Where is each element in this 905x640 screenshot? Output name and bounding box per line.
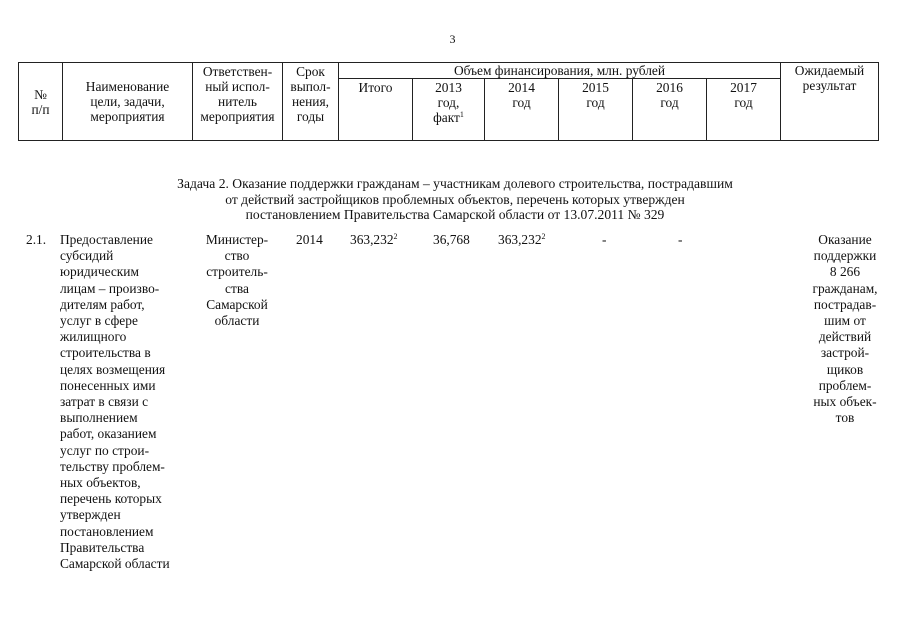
header-col-name: Наименование цели, задачи, мероприятия xyxy=(63,63,193,141)
row-total: 363,232$^2$ xyxy=(350,232,398,247)
row-result: Оказание поддержки 8 266 гражданам, пострадав- шим от действий застрой- щиков проблем- ных объек- тов xyxy=(812,232,878,426)
header-col-2014: 2014 год xyxy=(485,79,559,141)
header-col-result: Ожидаемый результат xyxy=(781,63,879,141)
row-2013: 36,768 xyxy=(433,232,470,247)
footnote-mark: 1 xyxy=(459,110,464,119)
header-funding-group: Объем финансирования, млн. рублей xyxy=(339,63,781,79)
header-col-term: Срок выпол- нения, годы xyxy=(283,63,339,141)
header-col-2015: 2015 год xyxy=(559,79,633,141)
table-header xyxy=(18,62,879,141)
task-heading: Задача 2. Оказание поддержки гражданам – участникам долевого строительства, пострадавшим от действий застройщиков проблемных объектов, перечень которых утвержден постановлением Правительства Самарской области от 13.07.2011 № 329 xyxy=(177,176,733,222)
row-2014: 363,232$^2$ xyxy=(498,232,546,247)
header-col-2016: 2016 год xyxy=(633,79,707,141)
row-2016: - xyxy=(678,232,683,247)
header-col-total: Итого xyxy=(339,79,413,141)
header-col-2017: 2017 год xyxy=(707,79,781,141)
page-number: 3 xyxy=(449,32,456,46)
header-col-num: № п/п xyxy=(19,63,63,141)
footnote-mark: 2 xyxy=(541,232,546,241)
row-term: 2014 xyxy=(296,232,323,247)
header-col-responsible: Ответствен- ный испол- нитель мероприятия xyxy=(193,63,283,141)
footnote-mark: 2 xyxy=(393,232,398,241)
header-col-2013: 2013 год, факт$^1$ xyxy=(413,79,485,141)
row-number: 2.1. xyxy=(26,232,47,247)
row-activity-name: Предоставление субсидий юридическим лицам – произво- дителям работ, услуг в сфере жилищного строительства в целях возмещения понесенных ими затрат в связи с выполнением работ, оказанием услуг по строи- тельству проблем- ных объектов, перечень которых утвержден постановлением Правительства Самарской области xyxy=(60,232,170,572)
row-2015: - xyxy=(602,232,607,247)
row-responsible: Министер- ство строитель- ства Самарской области xyxy=(205,232,269,329)
